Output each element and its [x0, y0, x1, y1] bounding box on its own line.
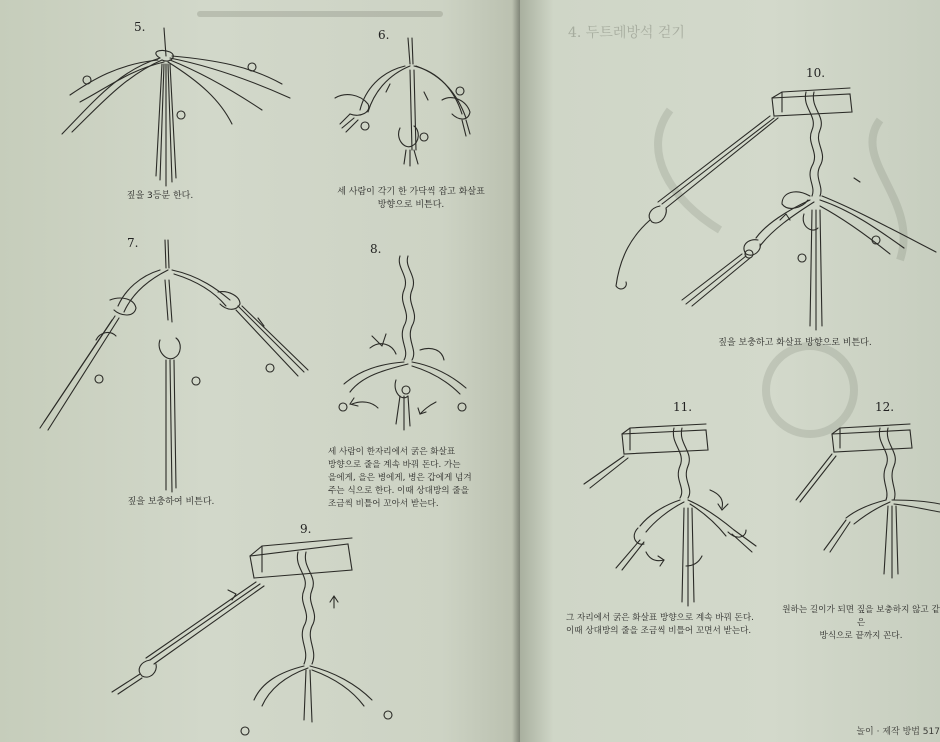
step8-caption-line3: 을에게, 을은 병에게, 병은 갑에게 넘겨	[328, 473, 472, 483]
step7-caption: 짚을 보충하여 비튼다.	[127, 497, 215, 507]
step6-caption-line1: 세 사람이 각기 한 가닥씩 잡고 화살표	[337, 187, 485, 197]
step12-number: 12.	[875, 400, 895, 414]
step8-caption-line5: 조금씩 비틀어 꼬아서 받는다.	[328, 499, 439, 509]
step9-number: 9.	[300, 522, 312, 536]
step8-illustration	[339, 256, 466, 430]
step6-number: 6.	[378, 28, 390, 42]
step6-illustration	[335, 38, 470, 166]
right-page	[520, 0, 940, 742]
step11-caption-line1: 그 자리에서 굵은 화살표 방향으로 계속 바꿔 돈다.	[566, 613, 754, 623]
step10-caption: 짚을 보충하고 화살표 방향으로 비튼다.	[718, 338, 872, 348]
step5-number: 5.	[134, 20, 146, 34]
section-heading: 4. 두트레방석 걷기	[568, 25, 685, 41]
step7-number: 7.	[127, 236, 139, 250]
step5-caption: 짚을 3등분 한다.	[126, 191, 194, 201]
step10-number: 10.	[806, 66, 826, 80]
step9-illustration	[112, 538, 392, 735]
step11-illustration	[584, 424, 756, 606]
step12-caption	[782, 604, 940, 643]
page-footer: 놀이 · 제작 방법 517	[856, 727, 940, 737]
step12-caption-line1: 원하는 길이가 되면 짚을 보충하지 않고 같은	[782, 605, 940, 628]
step11-caption	[566, 612, 776, 638]
step8-number: 8.	[370, 242, 382, 256]
step8-caption-line4: 주는 식으로 한다. 이때 상대방의 줄을	[328, 486, 469, 496]
step8-caption-line1: 세 사람이 한자리에서 굵은 화살표	[328, 447, 456, 457]
step11-caption-line2: 이때 상대방의 줄을 조금씩 비틀어 꼬면서 받는다.	[566, 626, 752, 636]
step5-illustration	[62, 28, 290, 186]
step6-caption	[326, 186, 496, 212]
step8-caption	[328, 446, 478, 511]
step12-caption-line2: 방식으로 끝까지 꼰다.	[819, 631, 903, 641]
step6-caption-line2: 방향으로 비튼다.	[377, 200, 445, 210]
step12-illustration	[796, 424, 940, 578]
step8-caption-line2: 방향으로 줄을 계속 바꿔 돈다. 가는	[328, 460, 461, 470]
step11-number: 11.	[673, 400, 693, 414]
step7-illustration	[40, 240, 308, 492]
